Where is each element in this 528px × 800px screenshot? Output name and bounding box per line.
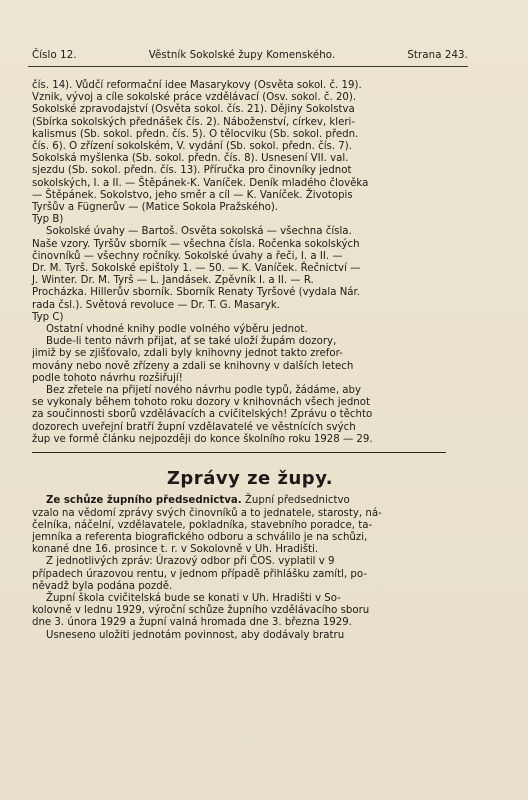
text-line: čelníka, náčelní, vzdělavatele, pokladníka, stavebního poradce, ta- xyxy=(32,519,373,531)
paragraph-meeting xyxy=(32,495,468,556)
text-line: dne 3. února 1929 a župní valná hromada dne 3. března 1929. xyxy=(32,617,352,629)
paragraph-list-b xyxy=(32,226,468,311)
run-in-heading: Ze schůze župního předsednictva. xyxy=(46,495,242,507)
text-line: případech úrazovou rentu, v jednom případě přihlášku zamítl, po- xyxy=(32,568,367,580)
paragraph-reports xyxy=(32,556,468,593)
paragraph-school xyxy=(32,593,468,630)
text-line: Sokolská myšlenka (Sb. sokol. předn. čís. 8). Usnesení VII. val. xyxy=(32,153,349,165)
run-in-rest: Župní předsednictvo xyxy=(241,495,350,507)
text-line: Župní škola cvičitelská bude se konati v Uh. Hradišti v So- xyxy=(46,592,341,604)
text-line: jemníka a referenta biografického odboru a schválilo je na schůzi, xyxy=(32,531,368,543)
text-line: čís. 14). Vůdčí reformační idee Masarykovy (Osvěta sokol. č. 19). xyxy=(32,80,362,91)
section-title: Zprávy ze župy. xyxy=(166,468,334,490)
issue-number: Číslo 12. xyxy=(32,50,77,61)
paragraph-list-a xyxy=(32,80,468,214)
header-rule xyxy=(28,66,468,67)
text-line: Dr. M. Tyrš. Sokolské epištoly 1. — 50. — K. Vaníček. Řečnictví — xyxy=(32,263,361,275)
text-line: Z jednotlivých zpráv: Úrazový odbor při ČOS. vyplatil v 9 xyxy=(46,556,335,568)
text-line xyxy=(32,495,468,507)
text-line: Bez zřetele na přijetí nového návrhu podle typů, žádáme, aby xyxy=(46,385,362,397)
text-line: Naše vzory. Tyršův sborník — všechna čísla. Ročenka sokolských xyxy=(32,238,360,250)
text-line: Tyršův a Fügnerův — (Matice Sokola Pražského). xyxy=(32,202,279,214)
text-line: sjezdu (Sb. sokol. předn. čís. 13). Příručka pro činovníky jednot xyxy=(32,165,352,177)
text-line: žup ve formě článku nejpozději do konce školního roku 1928 — 29. xyxy=(32,433,373,445)
text-line: podle tohoto návrhu rozšiřují! xyxy=(32,372,183,384)
text-line: Usneseno uložiti jednotám povinnost, aby dodávaly bratru xyxy=(46,629,345,641)
text-line: Sokolské úvahy — Bartoš. Osvěta sokolská — všechna čísla. xyxy=(46,226,352,238)
running-header xyxy=(32,50,468,61)
text-line: se vykonaly během tohoto roku dozory v knihovnách všech jednot xyxy=(32,397,370,409)
text-line: Bude-li tento návrh přijat, ať se také uloží župám dozory, xyxy=(46,336,337,348)
text-line: — Štěpánek. Sokolstvo, jeho směr a cíl — K. Vaníček. Životopis xyxy=(32,189,353,201)
type-c-heading: Typ C) xyxy=(32,311,64,323)
paragraph-inspection xyxy=(32,385,468,446)
page-number: Strana 243. xyxy=(407,50,468,61)
text-line: J. Winter. Dr. M. Tyrš — L. Jandásek. Zpěvník I. a II. — R. xyxy=(32,275,314,287)
text-line: movány nebo nově zřízeny a zdali se knihovny v dalších letech xyxy=(32,360,354,372)
text-line: něvadž byla podána pozdě. xyxy=(32,580,173,592)
journal-title: Věstník Sokolské župy Komenského. xyxy=(148,50,336,61)
text-line: vzalo na vědomí zprávy svých činovníků a to jednatele, starosty, ná- xyxy=(32,507,382,519)
text-line: Vznik, vývoj a cíle sokolské práce vzdělávací (Osv. sokol. č. 20). xyxy=(32,92,357,104)
text-line: za součinnosti sborů vzdělávacích a cvičitelských! Zprávu o těchto xyxy=(32,409,373,421)
paragraph-proposal xyxy=(32,336,468,385)
text-line: Sokolské zpravodajství (Osvěta sokol. čís. 21). Dějiny Sokolstva xyxy=(32,104,355,116)
text-line: rada čsl.). Světová revoluce — Dr. T. G. Masaryk. xyxy=(32,299,280,311)
text-line: kalismus (Sb. sokol. předn. čís. 5). O tělocviku (Sb. sokol. předn. xyxy=(32,128,359,140)
text-line: Ostatní vhodné knihy podle volného výběru jednot. xyxy=(46,324,308,336)
text-line: dozorech uveřejní bratří župní vzdělavatelé ve věstnících svých xyxy=(32,421,356,433)
text-line: činovníků — všechny ročníky. Sokolské úvahy a řeči, I. a II. — xyxy=(32,250,343,262)
type-b-heading: Typ B) xyxy=(32,214,64,226)
text-line: Procházka. Hillerův sborník. Sborník Renaty Tyršové (vydala Nár. xyxy=(32,287,361,299)
text-line: sokolských, I. a II. — Štěpánek-K. Vaníček. Deník mladého člověka xyxy=(32,177,369,189)
text-line: jimiž by se zjišťovalo, zdali byly knihovny jednot takto zrefor- xyxy=(32,348,343,360)
text-line: (Sbírka sokolských přednášek čís. 2). Náboženství, církev, kleri- xyxy=(32,116,356,128)
text-line: kolovně v lednu 1929, výroční schůze župního vzdělávacího sboru xyxy=(32,605,370,617)
text-line: čís. 6). O zřízení sokolském, V. vydání (Sb. sokol. předn. čís. 7). xyxy=(32,141,352,153)
page-body xyxy=(32,80,468,642)
text-line: konané dne 16. prosince t. r. v Sokolovně v Uh. Hradišti. xyxy=(32,544,319,556)
section-divider xyxy=(32,452,446,453)
